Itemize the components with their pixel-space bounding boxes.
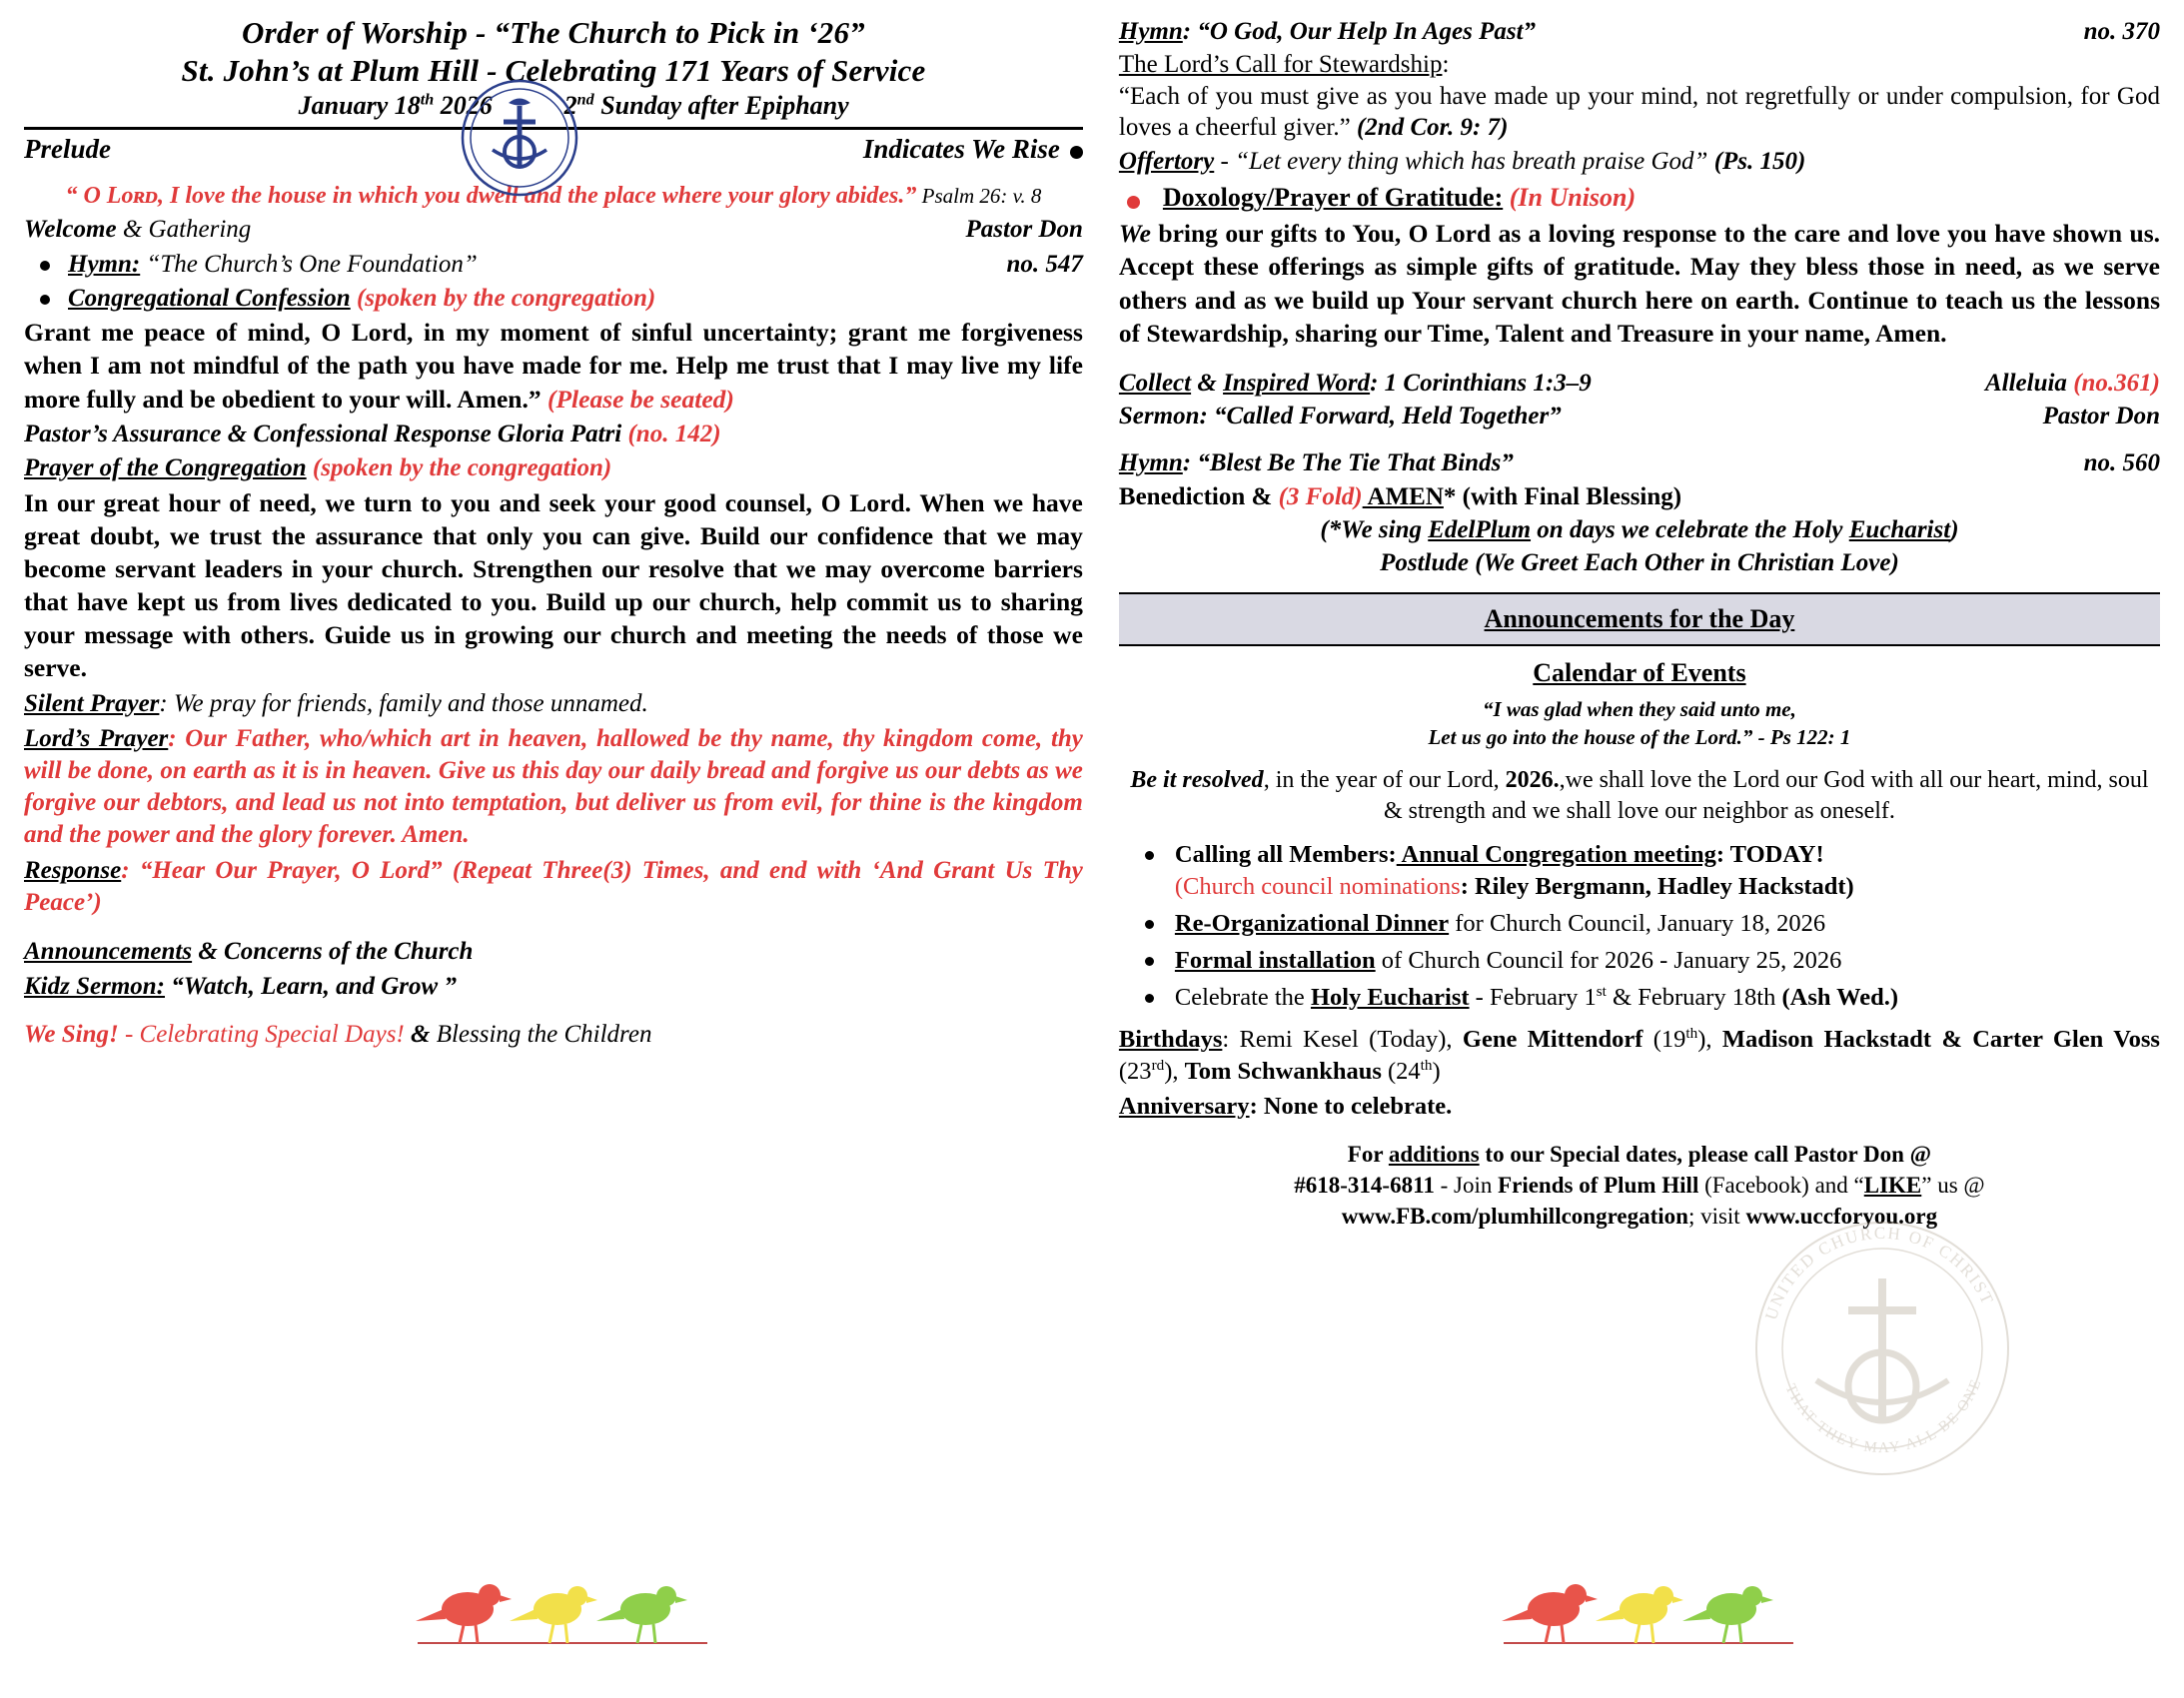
item-0-underlined: Annual Congregation meeting <box>1396 841 1716 869</box>
benediction-fold: (3 Fold) <box>1278 482 1363 510</box>
doxology-lead-word: We <box>1118 219 1151 249</box>
footer-1-post: to our Special dates, please call Pastor Don @ <box>1479 1141 1932 1167</box>
footer-line-1 <box>1119 1139 2160 1170</box>
edelplum-hymn: EdelPlum <box>1428 515 1532 543</box>
birthdays-first: : Remi Kesel (Today), <box>1222 1025 1463 1053</box>
lords-prayer-row <box>24 723 1083 851</box>
resolution-lead: Be it resolved <box>1130 766 1264 793</box>
postlude-row: Postlude (We Greet Each Other in Christian Love) <box>1380 549 1899 577</box>
service-date: January 18th 2026 <box>298 90 493 120</box>
silent-prayer-text: : We pray for friends, family and those unnamed. <box>159 689 648 717</box>
order-items <box>24 249 1083 315</box>
offertory-text: - “Let every thing which has breath praise God” <box>1214 148 1708 175</box>
prayer-note: (spoken by the congregation) <box>306 454 612 482</box>
facebook-url[interactable]: www.FB.com/plumhillcongregation <box>1341 1204 1688 1230</box>
item-2-lead: Formal installation <box>1174 946 1376 974</box>
doxology-label: Doxology/Prayer of Gratitude: <box>1162 183 1504 213</box>
footer-1-underlined: additions <box>1388 1141 1480 1167</box>
hymn-1-number: no. 547 <box>1006 250 1083 278</box>
item-3-sup: st <box>1596 982 1607 1000</box>
birthday-sup-1: th <box>1685 1024 1698 1042</box>
sermon-row <box>1119 401 2160 431</box>
edelplum-post: ) <box>1950 515 1959 543</box>
prayer-text: In our great hour of need, we turn to you and seek your good counsel, O Lord. When we have great doubt, we trust the assurance that only you can give. Build our confidence that we may become servant leaders in your church. Strengthen our resolve that we may overcome barriers that have kept us from lives dedicated to you. Build up our church, help commit us to sharing your message with others. Guide us in growing our church and meeting the needs of those we serve. <box>24 487 1083 683</box>
hymn-3-title: : “Blest Be The Tie That Binds” <box>1182 449 1514 477</box>
item-3-pre: Celebrate the <box>1174 983 1311 1011</box>
collect-row <box>1119 368 2160 399</box>
announcements-label: Announcements <box>24 938 193 966</box>
hymn-2-title: : “O God, Our Help In Ages Past” <box>1182 18 1537 45</box>
we-sing-label: We Sing! <box>24 1021 119 1049</box>
resolution-year: 2026. <box>1505 766 1560 793</box>
two-column-layout <box>24 14 2160 1684</box>
item-3-tail: - February 1 <box>1469 983 1597 1011</box>
birds-decoration-left <box>24 1551 1101 1666</box>
stewardship-row <box>1119 49 2160 80</box>
we-sing-row <box>24 1020 1083 1051</box>
silent-prayer-row <box>24 689 1083 720</box>
sermon-leader: Pastor Don <box>2042 403 2160 430</box>
list-item <box>1119 908 2160 940</box>
birthday-name-2: Madison Hackstadt & Carter Glen Voss <box>1721 1025 2160 1053</box>
response-label: Response <box>24 857 122 885</box>
footer-line-2 <box>1119 1170 2160 1201</box>
stewardship-label: The Lord’s Call for Stewardship <box>1118 51 1443 79</box>
item-0-sub-rest: : Riley Bergmann, Hadley Hackstadt) <box>1460 873 1854 901</box>
list-item <box>1119 945 2160 977</box>
stewardship-quote <box>1119 81 2160 145</box>
ucc-logo-icon <box>460 78 569 188</box>
calendar-quote-line-2: Let us go into the house of the Lord.” - Ps 122: 1 <box>1428 724 1851 749</box>
benediction-amen: AMEN <box>1362 482 1444 510</box>
welcome-label: Welcome <box>24 216 117 244</box>
rise-dot-icon <box>1070 146 1083 159</box>
announcements-banner-text: Announcements for the Day <box>1484 604 1795 634</box>
footer-line-3 <box>1119 1201 2160 1232</box>
item-1-tail: for Church Council, January 18, 2026 <box>1449 909 1826 937</box>
prayer-of-congregation-row <box>24 453 1083 484</box>
psalm-reference: Psalm 26: v. 8 <box>916 184 1042 209</box>
item-1-lead: Re-Organizational Dinner <box>1174 909 1450 937</box>
birthday-name-3: Tom Schwankhaus <box>1184 1058 1382 1086</box>
benediction-row <box>1119 481 2160 512</box>
kidz-sermon-title: “Watch, Learn, and Grow ” <box>165 972 457 1000</box>
left-column <box>24 14 1101 1684</box>
collect-amp: & <box>1191 369 1224 397</box>
footer-2-tail: ” us @ <box>1921 1173 1985 1198</box>
prelude-label: Prelude <box>24 134 111 165</box>
we-sing-rest: - Celebrating Special Days! <box>118 1021 412 1049</box>
alleluia-number: (no.361) <box>2066 369 2160 397</box>
birthdays-label: Birthdays <box>1118 1025 1223 1053</box>
birthday-sep-1: ), <box>1697 1025 1722 1053</box>
item-0-sub-red: (Church council nominations <box>1174 873 1461 901</box>
contact-footer <box>1119 1139 2160 1232</box>
lords-prayer-label: Lord’s Prayer <box>24 725 169 753</box>
list-item <box>1119 982 2160 1014</box>
edelplum-note <box>1119 514 2160 545</box>
phone-number[interactable]: #618-314-6811 <box>1294 1173 1435 1198</box>
footer-3-visit: ; visit <box>1687 1204 1746 1230</box>
hymn-3-number: no. 560 <box>2083 449 2160 477</box>
assurance-row <box>24 420 1083 450</box>
eucharist-word: Eucharist <box>1848 515 1951 543</box>
calendar-quote-line-1: “I was glad when they said unto me, <box>1483 697 1796 722</box>
collect-reference: : 1 Corinthians 1:3–9 <box>1370 369 1592 397</box>
liturgical-day: 2nd Sunday after Epiphany <box>563 90 849 120</box>
stewardship-colon: : <box>1442 51 1450 79</box>
prayer-label: Prayer of the Congregation <box>24 454 307 482</box>
congregational-confession-item <box>24 283 1083 314</box>
list-item <box>1119 839 2160 903</box>
confession-label: Congregational Confession <box>68 285 351 313</box>
silent-prayer-label: Silent Prayer <box>24 689 160 717</box>
calendar-quote <box>1119 696 2160 751</box>
offertory-label: Offertory <box>1118 148 1215 175</box>
item-2-tail: of Church Council for 2026 - January 25, 2026 <box>1375 946 1842 974</box>
benediction-label: Benediction & <box>1118 482 1279 510</box>
announcements-rest: & Concerns of the Church <box>192 938 474 966</box>
order-of-worship-title: Order of Worship - “The Church to Pick in ‘26” <box>242 15 865 50</box>
hymn-2-number: no. 370 <box>2083 18 2160 45</box>
like-word: LIKE <box>1863 1173 1922 1198</box>
sunday-ordinal: nd <box>576 90 594 108</box>
birthday-date-3: (24 <box>1381 1058 1421 1086</box>
doxology-unison-note: (In Unison) <box>1503 183 1637 213</box>
confession-note: (spoken by the congregation) <box>350 285 656 313</box>
resolution-tail: ,we shall love the Lord our God with all our heart, mind, soul & strength and we shall love our neighbor as oneself. <box>1384 766 2149 825</box>
rise-indicator: Indicates We Rise <box>863 134 1083 165</box>
church-seal-watermark-icon <box>1752 1219 2022 1488</box>
item-0-tail: : TODAY! <box>1715 841 1824 869</box>
edelplum-pre: (*We sing <box>1320 515 1429 543</box>
response-row <box>24 855 1083 919</box>
hymn-3-label: Hymn <box>1118 449 1183 477</box>
sermon-label: Sermon: <box>1118 403 1208 430</box>
sermon-title: “Called Forward, Held Together” <box>1207 403 1562 430</box>
anniversary-row <box>1119 1091 2160 1123</box>
inspired-word-label: Inspired Word <box>1223 369 1371 397</box>
we-sing-amp: & <box>411 1021 431 1049</box>
item-3-lead: Holy Eucharist <box>1310 983 1470 1011</box>
welcome-row <box>24 215 1083 246</box>
date-ordinal: th <box>420 90 435 108</box>
right-column <box>1101 14 2160 1684</box>
kidz-sermon-label: Kidz Sermon: <box>24 972 166 1000</box>
hymn-1-title: “The Church’s One Foundation” <box>140 250 478 278</box>
offertory-row <box>1119 146 2160 177</box>
welcome-rest: & Gathering <box>116 216 252 244</box>
footer-2-join: - Join <box>1434 1173 1499 1198</box>
doxology-body: bring our gifts to You, O Lord as a loving response to the care and love you have shown us. Accept these offerings as simple gifts of gratitude. May they bless those in need, as we serve others and as we build up Your servant church here on earth. Continue to teach us the lessons of Stewardship, sharing our Time, Talent and Treasure in your name, Amen. <box>1118 219 2160 348</box>
lords-prayer-text: : Our Father, who/which art in heaven, hallowed be thy name, thy kingdom come, thy will be done, on earth as it is in heaven. Give us this day our daily bread and forgive us our debts as we forgive our debtors, and lead us not into temptation, but deliver us from evil, for thine is the kingdom and the power and the glory forever. Amen. <box>24 725 1083 849</box>
anniversary-label: Anniversary <box>1118 1092 1250 1120</box>
announcements-row <box>24 937 1083 968</box>
benediction-post: * (with Final Blessing) <box>1443 482 1682 510</box>
anniversary-text: : None to celebrate. <box>1249 1092 1453 1120</box>
church-name-line: St. John’s at Plum Hill - Celebrating 171 Years of Service <box>181 52 926 88</box>
ucc-url[interactable]: www.uccforyou.org <box>1745 1204 1938 1230</box>
birthday-sup-2: rd <box>1151 1057 1165 1075</box>
resolution-mid: , in the year of our Lord, <box>1263 766 1506 793</box>
resolution-text <box>1119 765 2160 827</box>
birds-decoration-right <box>1119 1551 2178 1666</box>
hymn-2-row <box>1119 16 2160 47</box>
birthday-date-1: (19 <box>1642 1025 1686 1053</box>
birthday-sup-3: th <box>1420 1057 1433 1075</box>
item-3-tail2: & February 18th <box>1606 983 1782 1011</box>
psalm-quote-text: “ O Lᴏʀᴅ, I love the house in which you dwell and the place where your glory abides.” <box>65 183 917 210</box>
edelplum-mid: on days we celebrate the Holy <box>1531 515 1849 543</box>
hymn-1-label: Hymn: <box>68 250 141 278</box>
alleluia-label: Alleluia <box>1984 369 2067 397</box>
please-be-seated-note: (Please be seated) <box>541 384 734 414</box>
footer-2-and: (Facebook) and “ <box>1698 1173 1864 1198</box>
assurance-label: Pastor’s Assurance & Confessional Response Gloria Patri <box>24 420 622 447</box>
hymn-1-item <box>24 249 1083 280</box>
announcements-banner <box>1119 592 2160 646</box>
doxology-row <box>1119 183 2160 213</box>
confession-text: Grant me peace of mind, O Lord, in my moment of sinful uncertainty; grant me forgiveness when I am not mindful of the path you have made for me. Help me trust that I may live my life more fully and be obedient to your will. Amen.” (Please be seated) <box>24 318 1083 414</box>
collect-label: Collect <box>1118 369 1192 397</box>
item-0-lead: Calling all Members: <box>1174 841 1397 869</box>
svg-text:THAT THEY MAY ALL BE ONE: THAT THEY MAY ALL BE ONE <box>1781 1375 1985 1457</box>
hymn-3-row <box>1119 447 2160 478</box>
stewardship-citation: (2nd Cor. 9: 7) <box>1350 114 1509 142</box>
footer-1-pre: For <box>1347 1141 1389 1167</box>
welcome-leader: Pastor Don <box>965 216 1083 244</box>
kidz-sermon-row <box>24 972 1083 1003</box>
stewardship-quote-text: “Each of you must give as you have made up your mind, not regretfully or under compulsion, for God loves a cheerful giver.” <box>1118 82 2160 142</box>
item-3-bold-tail: (Ash Wed.) <box>1781 983 1899 1011</box>
offertory-citation: (Ps. 150) <box>1707 148 1806 175</box>
birthday-close: ) <box>1432 1058 1441 1086</box>
hymn-2-label: Hymn <box>1118 18 1183 45</box>
gloria-patri-number: (no. 142) <box>621 420 721 447</box>
announcement-list <box>1119 839 2160 1013</box>
we-sing-tail: Blessing the Children <box>430 1021 652 1049</box>
response-text: : “Hear Our Prayer, O Lord” (Repeat Three(3) Times, and end with ‘And Grant Us Thy Peace’) <box>24 857 1083 917</box>
birthdays-row <box>1119 1024 2160 1089</box>
doxology-text <box>1119 217 2160 350</box>
facebook-page-name[interactable]: Friends of Plum Hill <box>1498 1173 1699 1198</box>
calendar-of-events-title: Calendar of Events <box>1533 658 1746 688</box>
birthday-date-2: (23 <box>1118 1058 1152 1086</box>
svg-text:UNITED CHURCH OF CHRIST: UNITED CHURCH OF CHRIST <box>1760 1223 1998 1322</box>
birthday-name-1: Gene Mittendorf <box>1462 1025 1643 1053</box>
birthday-sep-2: ), <box>1164 1058 1185 1086</box>
